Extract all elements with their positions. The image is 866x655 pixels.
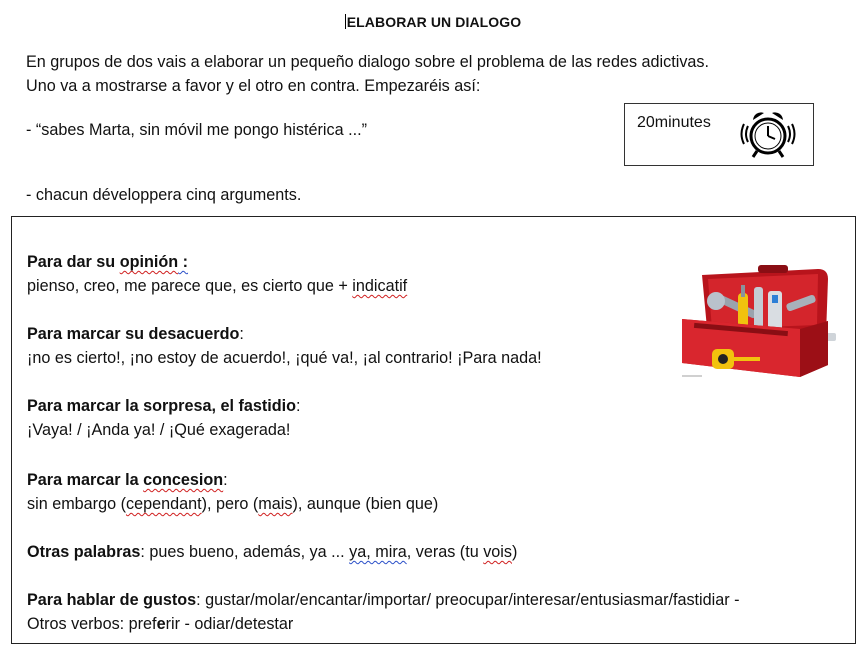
other-words-text-vois: vois (483, 543, 512, 561)
section-other-words (27, 540, 517, 564)
section-opinion (27, 250, 407, 298)
concession-text-a: sin embargo ( (27, 495, 126, 513)
text-cursor (345, 14, 346, 29)
opinion-heading-word: opinión (119, 253, 179, 271)
disagreement-text: ¡no es cierto!, ¡no estoy de acuerdo!, ¡qué va!, ¡al contrario! ¡Para nada! (27, 349, 542, 367)
opinion-text (27, 274, 407, 298)
surprise-heading-text: Para marcar la sorpresa, el fastidio (27, 397, 297, 415)
tastes-text: : gustar/molar/encantar/importar/ preocupar/interesar/entusiasmar/fastidiar - (196, 591, 740, 609)
expressions-box (11, 216, 856, 644)
concession-heading-text: Para marcar la (27, 471, 144, 489)
surprise-heading-colon: : (296, 397, 301, 415)
opinion-heading (27, 250, 407, 274)
tastes-line-2-b: e (156, 615, 166, 633)
surprise-heading (27, 394, 301, 418)
tastes-line-2 (27, 612, 740, 636)
tastes-heading: Para hablar de gustos (27, 591, 197, 609)
concession-heading-word: concesion (143, 471, 224, 489)
other-words-text-a: : pues bueno, además, ya ... (140, 543, 350, 561)
intro-line-2: Uno va a mostrarse a favor y el otro en contra. Empezaréis así: (26, 77, 481, 95)
other-words-line (27, 540, 517, 564)
toolbox-icon (668, 265, 840, 385)
section-concession (27, 468, 438, 516)
section-disagreement (27, 322, 542, 370)
other-words-text-e: ) (512, 543, 518, 561)
intro-quote: - “sabes Marta, sin móvil me pongo histérica ...” (26, 121, 367, 139)
other-words-text-c: , veras (tu (406, 543, 484, 561)
concession-heading-colon: : (223, 471, 228, 489)
other-words-text-b: ya, mira (349, 543, 407, 561)
opinion-text-main: pienso, creo, me parece que, es cierto que + (27, 277, 353, 295)
opinion-heading-text: Para dar su (27, 253, 120, 271)
tastes-line-2-c: rir - odiar/detestar (165, 615, 294, 633)
disagreement-heading-colon: : (239, 325, 244, 343)
other-words-heading: Otras palabras (27, 543, 141, 561)
page-title-text: ELABORAR UN DIALOGO (346, 14, 522, 30)
intro-paragraph (26, 50, 709, 98)
opinion-text-indicatif: indicatif (352, 277, 408, 295)
concession-text-cependant: cependant (125, 495, 202, 513)
concession-text-c: ), pero ( (201, 495, 259, 513)
intro-line-1: En grupos de dos vais a elaborar un pequeño dialogo sobre el problema de las redes adictivas. (26, 53, 710, 71)
timer-box (624, 103, 814, 166)
section-tastes (27, 588, 740, 636)
page-title (0, 14, 866, 30)
section-surprise (27, 394, 301, 442)
alarm-clock-icon (737, 106, 799, 162)
tastes-line-2-a: Otros verbos: pref (27, 615, 157, 633)
opinion-heading-colon: : (178, 253, 189, 271)
concession-text-e: ), aunque (bien que) (292, 495, 439, 513)
timer-label: 20minutes (637, 114, 711, 131)
tastes-line-1 (27, 588, 740, 612)
concession-heading (27, 468, 438, 492)
concession-text-mais: mais (258, 495, 293, 513)
concession-text (27, 492, 438, 516)
disagreement-heading-text: Para marcar su desacuerdo (27, 325, 240, 343)
surprise-text: ¡Vaya! / ¡Anda ya! / ¡Qué exagerada! (27, 421, 291, 439)
intro-instruction: - chacun développera cinq arguments. (26, 186, 302, 204)
disagreement-heading (27, 322, 542, 346)
